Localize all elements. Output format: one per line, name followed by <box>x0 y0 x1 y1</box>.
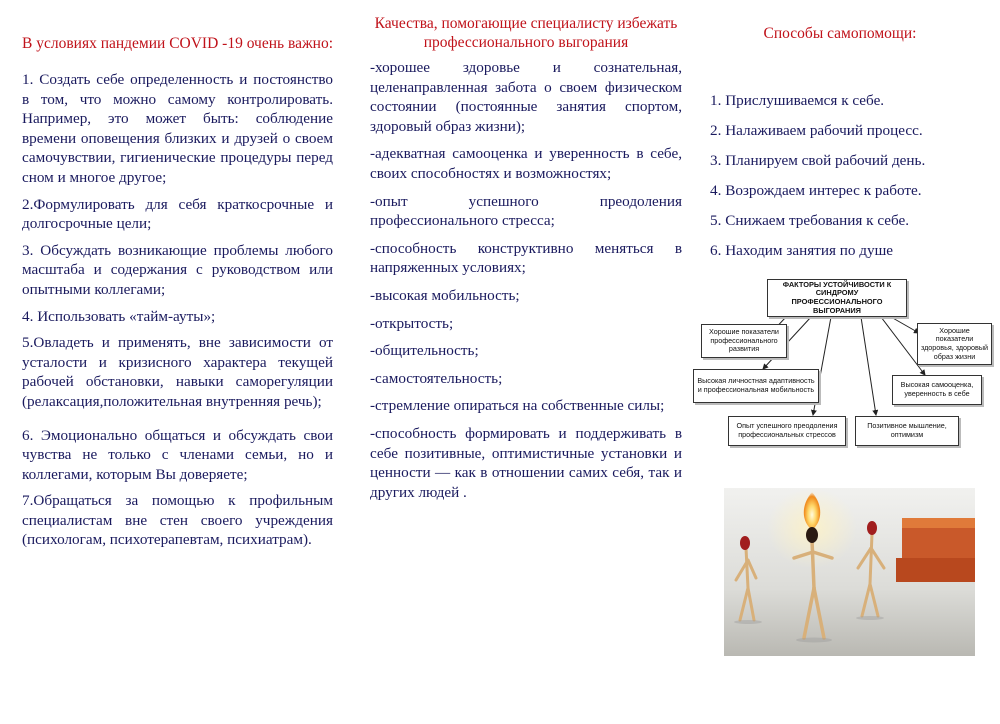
diagram-box-positive-thinking: Позитивное мышление, оптимизм <box>855 416 959 446</box>
advice-item-3: 3. Обсуждать возникающие проблемы любого масштаба и содержания с руководством или опытными коллегами; <box>22 241 333 298</box>
column-covid-advice <box>22 34 333 550</box>
self-help-item-5: 5. Снижаем требования к себе. <box>710 212 910 229</box>
quality-item-10: -способность формировать и поддерживать в себе позитивные, оптимистичные установки и ценности — как в отношении самих себя, так и других людей . <box>370 424 682 501</box>
quality-item-3: -опыт успешного преодоления профессионального стресса; <box>370 192 682 230</box>
self-help-item-2: 2. Налаживаем рабочий процесс. <box>710 122 923 139</box>
quality-item-5: -высокая мобильность; <box>370 286 520 304</box>
quality-item-9: -стремление опираться на собственные силы; <box>370 397 665 415</box>
advice-item-5: 5.Овладеть и применять, вне зависимости от усталости и кризисного характера текущей рабочей обстановки, навыки саморегуляции (релаксация,положительная внутренняя речь); <box>22 334 333 410</box>
diagram-box-self-esteem: Высокая самооценка, уверенность в себе <box>892 375 982 405</box>
advice-item-1: 1. Создать себе определенность и постоянство в том, что можно самому контролировать. Например, это может быть: соблюдение времени оповещения близких и друзей о своем самочувствии, гигиенические процедуры перед сном и многое другое; <box>22 71 333 186</box>
self-help-item-1: 1. Прислушиваемся к себе. <box>710 92 885 109</box>
quality-item-1: -хорошее здоровье и сознательная, целенаправленная забота о своем физическом состоянии (постоянные занятия спортом, здоровый образ жизни); <box>370 59 682 135</box>
advice-item-6: 6. Эмоционально общаться и обсуждать свои чувства не только с членами семьи, но и коллегами, которым Вы доверяете; <box>22 426 333 483</box>
covid-advice-title: В условиях пандемии COVID -19 очень важно: <box>22 35 334 52</box>
diagram-box-adaptivity: Высокая личностная адаптивность и профессиональная мобильность <box>693 369 819 403</box>
advice-item-2: 2.Формулировать для себя краткосрочные и долгосрочные цели; <box>22 195 333 233</box>
self-help-item-3: 3. Планируем свой рабочий день. <box>710 152 926 169</box>
diagram-box-stress-experience: Опыт успешного преодоления профессиональных стрессов <box>728 416 846 446</box>
self-help-title: Способы самопомощи: <box>763 25 917 42</box>
self-help-list <box>710 86 970 266</box>
diagram-center-box: ФАКТОРЫ УСТОЙЧИВОСТИ К СИНДРОМУ ПРОФЕССИОНАЛЬНОГО ВЫГОРАНИЯ <box>767 279 907 317</box>
quality-item-4: -способность конструктивно меняться в напряженных условиях; <box>370 239 682 277</box>
quality-item-8: -самостоятельность; <box>370 369 503 387</box>
qualities-title: Качества, помогающие специалисту избежать профессионального выгорания <box>374 15 678 51</box>
column-self-help <box>710 24 970 266</box>
quality-item-2: -адекватная самооценка и уверенность в себе, своих способностях и возможностях; <box>370 145 682 182</box>
diagram-box-health: Хорошие показатели здоровья, здоровый образ жизни <box>917 323 992 365</box>
advice-item-7: 7.Обращаться за помощью к профильным специалистам вне стен своего учреждения (психологам, психотерапевтам, психиатрам). <box>22 492 333 549</box>
self-help-item-6: 6. Находим занятия по душе <box>710 242 894 259</box>
matches-illustration <box>724 488 975 656</box>
quality-item-6: -открытость; <box>370 314 454 332</box>
self-help-item-4: 4. Возрождаем интерес к работе. <box>710 182 922 199</box>
column-qualities <box>370 14 682 502</box>
advice-item-4: 4. Использовать «тайм-ауты»; <box>22 307 216 325</box>
matches-photo <box>724 488 975 656</box>
quality-item-7: -общительность; <box>370 342 479 360</box>
diagram-box-prof-development: Хорошие показатели профессионального развития <box>701 324 787 358</box>
resilience-factors-diagram <box>691 277 992 453</box>
